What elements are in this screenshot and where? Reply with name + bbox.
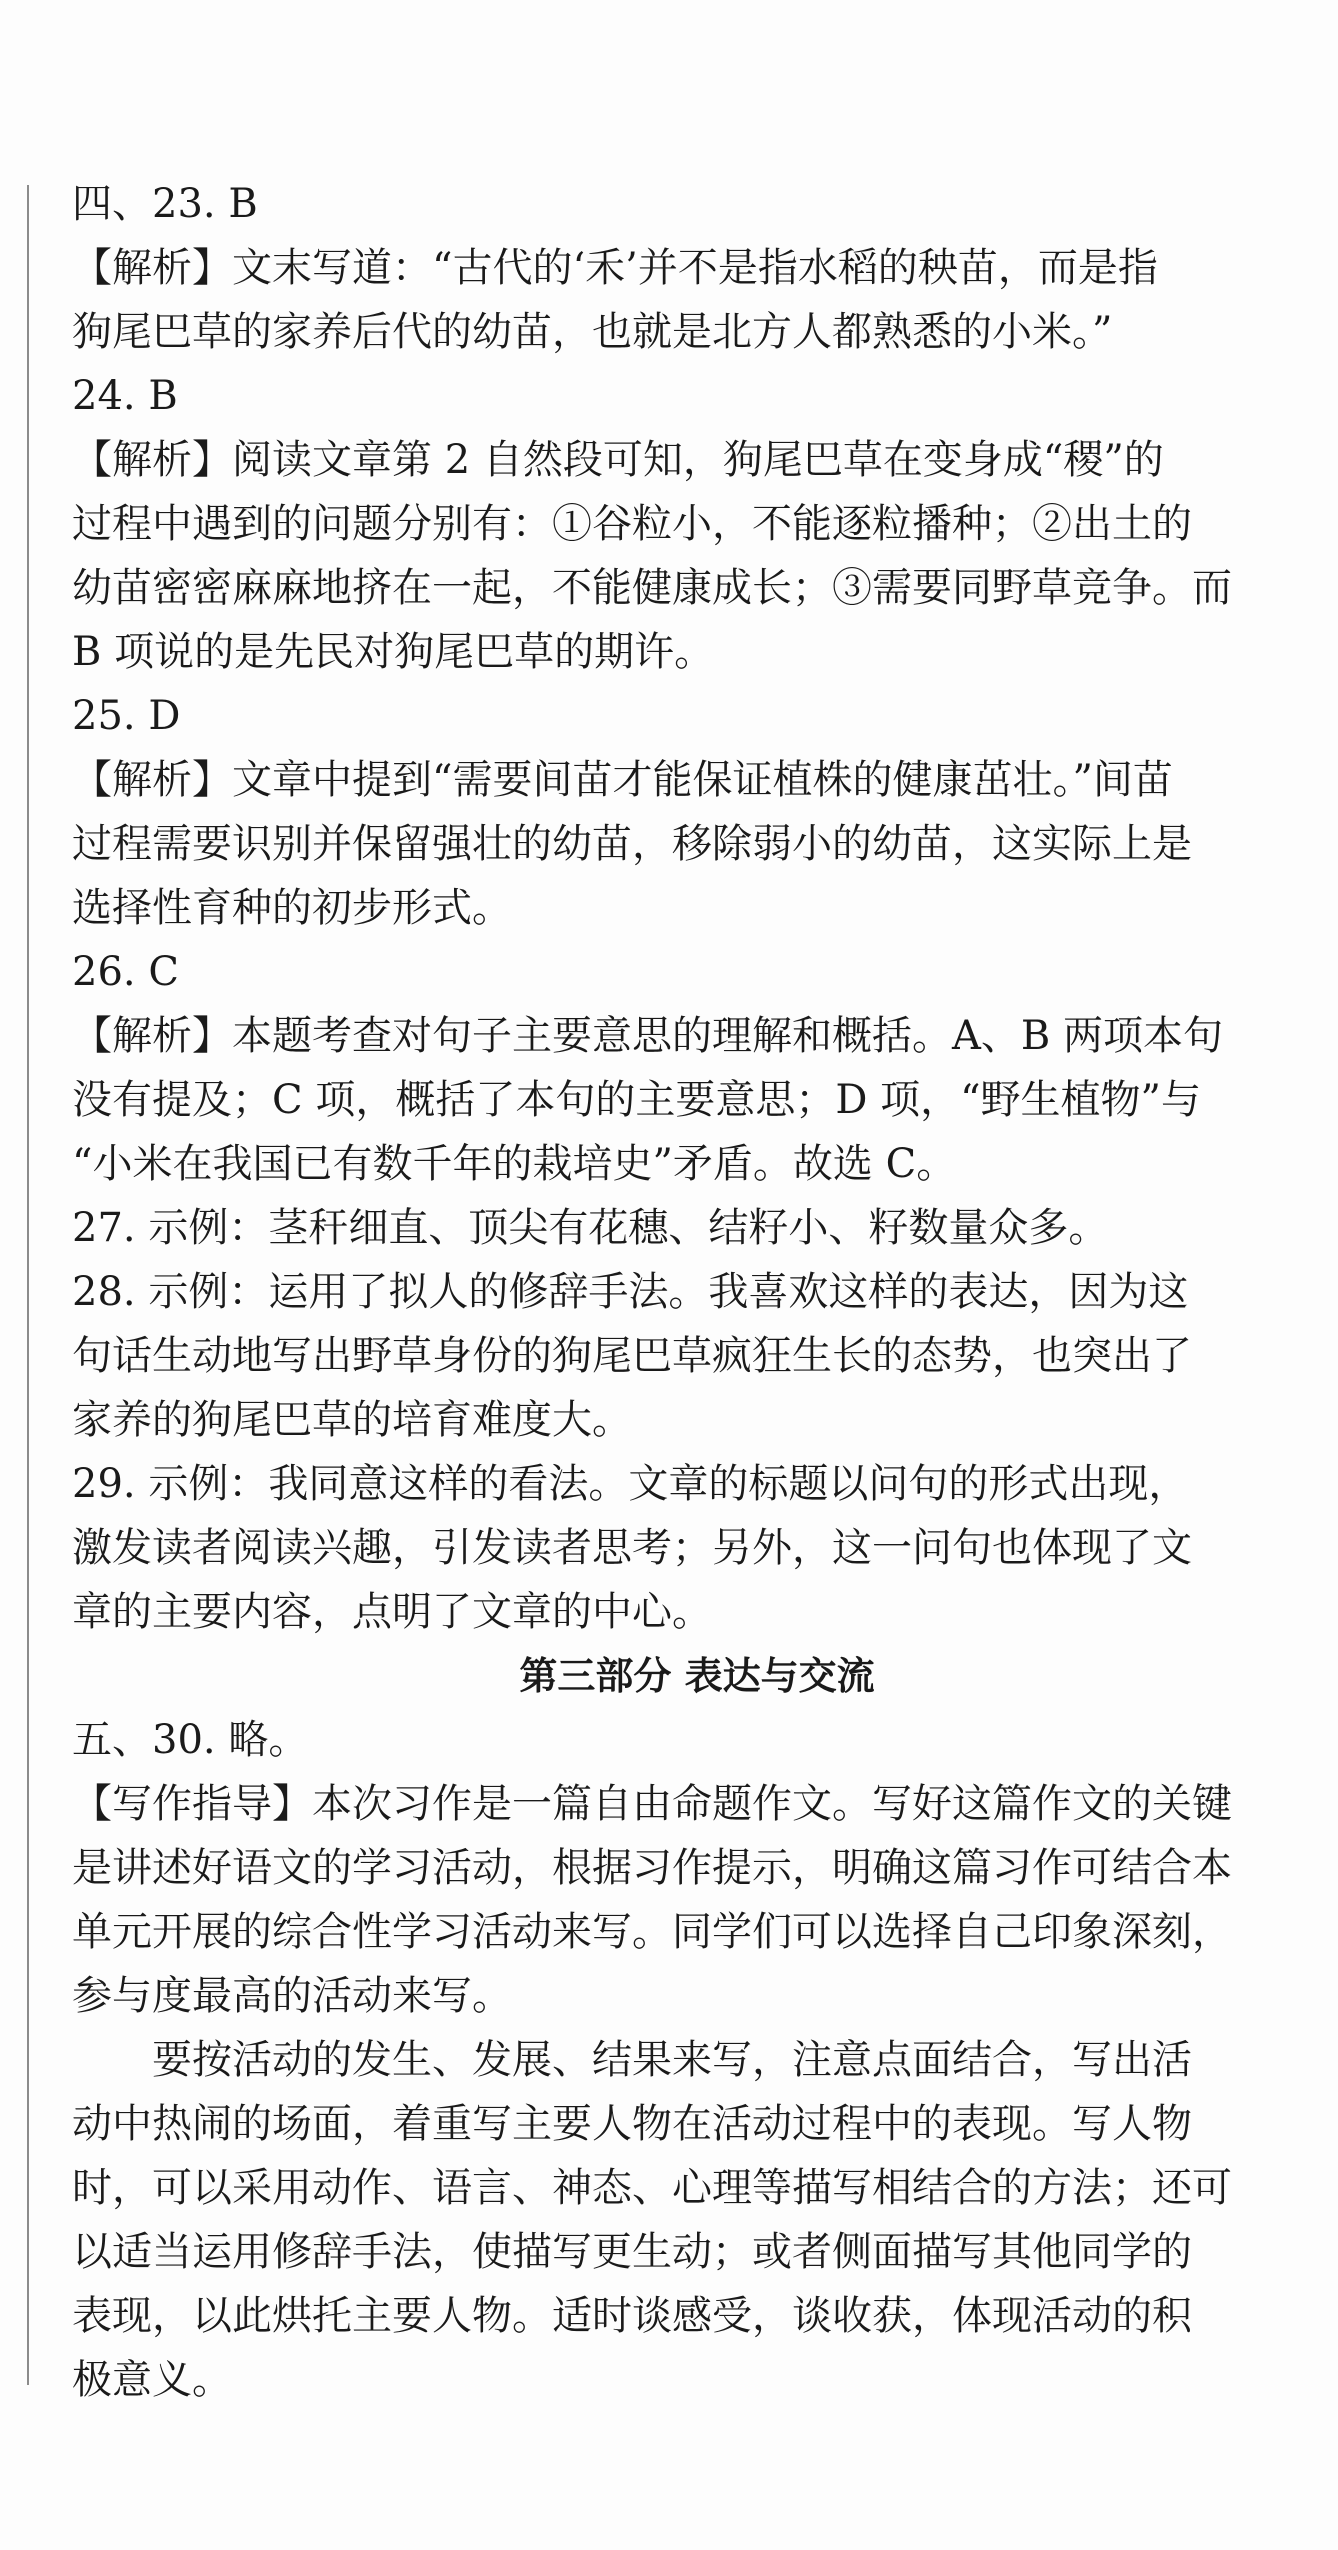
margin-rule: [27, 185, 29, 2385]
answer-line: 狗尾巴草的家养后代的幼苗，也就是北方人都熟悉的小米。”: [72, 309, 1113, 355]
answer-line: 25. D: [72, 693, 181, 739]
paragraph-line: 表现，以此烘托主要人物。适时谈感受，谈收获，体现活动的积: [72, 2293, 1192, 2339]
answer-line: 四、23. B: [72, 181, 258, 227]
answer-line: 过程中遇到的问题分别有：①谷粒小，不能逐粒播种；②出土的: [72, 501, 1192, 547]
answer-line: 没有提及；C 项，概括了本句的主要意思；D 项，“野生植物”与: [72, 1077, 1202, 1123]
answer-line: 28. 示例：运用了拟人的修辞手法。我喜欢这样的表达，因为这: [72, 1269, 1189, 1315]
answer-line: 句话生动地写出野草身份的狗尾巴草疯狂生长的态势，也突出了: [72, 1333, 1192, 1379]
answer-line: 五、30. 略。: [72, 1717, 309, 1763]
answer-line: 激发读者阅读兴趣，引发读者思考；另外，这一问句也体现了文: [72, 1525, 1192, 1571]
section-heading: 第三部分 表达与交流: [519, 1654, 875, 1698]
answer-line: 26. C: [72, 949, 179, 995]
answer-line: 【解析】阅读文章第 2 自然段可知，狗尾巴草在变身成“稷”的: [72, 437, 1164, 483]
answer-line: B 项说的是先民对狗尾巴草的期许。: [72, 629, 715, 675]
answer-line: “小米在我国已有数千年的栽培史”矛盾。故选 C。: [72, 1141, 957, 1187]
paragraph-line: 以适当运用修辞手法，使描写更生动；或者侧面描写其他同学的: [72, 2229, 1192, 2275]
answer-line: 幼苗密密麻麻地挤在一起，不能健康成长；③需要同野草竞争。而: [72, 565, 1232, 611]
answer-line: 参与度最高的活动来写。: [72, 1973, 512, 2019]
answer-line: 27. 示例：茎秆细直、顶尖有花穗、结籽小、籽数量众多。: [72, 1205, 1109, 1251]
answer-line: 是讲述好语文的学习活动，根据习作提示，明确这篇习作可结合本: [72, 1845, 1232, 1891]
paragraph-line: 动中热闹的场面，着重写主要人物在活动过程中的表现。写人物: [72, 2101, 1192, 2147]
answer-line: 【解析】本题考查对句子主要意思的理解和概括。A、B 两项本句: [72, 1013, 1223, 1059]
paragraph-line: 要按活动的发生、发展、结果来写，注意点面结合，写出活: [152, 2037, 1192, 2083]
answer-line: 【写作指导】本次习作是一篇自由命题作文。写好这篇作文的关键: [72, 1781, 1232, 1827]
answer-line: 单元开展的综合性学习活动来写。同学们可以选择自己印象深刻，: [72, 1909, 1232, 1955]
answer-text: [72, 172, 1232, 2412]
paragraph-line: 极意义。: [72, 2357, 232, 2403]
answer-line: 家养的狗尾巴草的培育难度大。: [72, 1397, 632, 1443]
answer-line: 过程需要识别并保留强壮的幼苗，移除弱小的幼苗，这实际上是: [72, 821, 1192, 867]
answer-line: 【解析】文末写道：“古代的‘禾’并不是指水稻的秧苗，而是指: [72, 245, 1158, 291]
answer-line: 【解析】文章中提到“需要间苗才能保证植株的健康茁壮。”间苗: [72, 757, 1173, 803]
paragraph-line: 时，可以采用动作、语言、神态、心理等描写相结合的方法；还可: [72, 2165, 1232, 2211]
answer-line: 24. B: [72, 373, 178, 419]
answer-line: 章的主要内容，点明了文章的中心。: [72, 1589, 712, 1635]
answer-line: 选择性育种的初步形式。: [72, 885, 512, 931]
answer-line: 29. 示例：我同意这样的看法。文章的标题以问句的形式出现，: [72, 1461, 1189, 1507]
